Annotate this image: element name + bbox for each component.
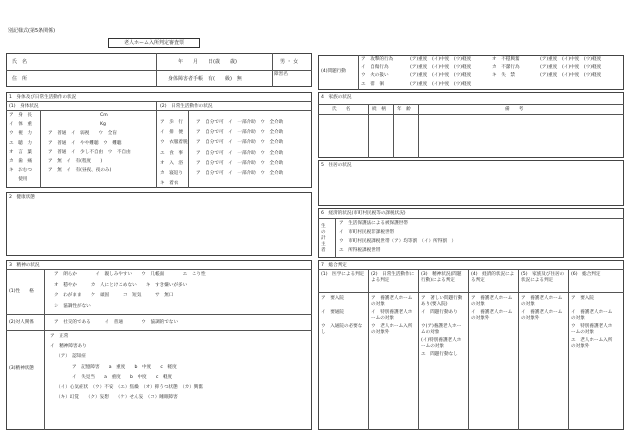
birth-label: 年 月 日(歳 歳) — [178, 59, 237, 65]
economic-row: イ 市町村民税非課税世帯 — [339, 230, 395, 235]
body-row-unit: Kg — [100, 122, 106, 128]
body-status-title: (1) 身体状況 — [9, 104, 39, 109]
adl-row-key: ウ 衣服着脱 — [160, 140, 188, 146]
judgement-option: ウ 老人ホーム入所の対象外 — [371, 324, 413, 335]
family-col-notes: 備 考 — [505, 107, 524, 112]
personality-row: ア 朗らか イ 親しみやすい ウ 几帳面 エ こり性 — [54, 272, 206, 277]
judgement-option: イ 養護老人ホームの対象 — [571, 310, 613, 321]
mental-row: （イ）心気症状 （ウ）不安 （エ）焦燥 （オ）抑うつ状態 （カ）興奮 — [56, 385, 203, 390]
adl-row-options: ア 自分で可 イ 一部介助 ウ 全介助 — [196, 130, 284, 136]
family-col-name: 氏 名 — [332, 107, 351, 112]
disability-name-label: 障害名 — [274, 72, 288, 77]
judgement-header: (1) 医学による判定 — [321, 272, 365, 277]
judgement-option: イ 特別養護老人ホームの対象 — [371, 310, 413, 321]
section-6-title: 6 経済的状況(市町村民税等の課税状況) — [321, 211, 406, 216]
mental-label: (3)精神状態 — [9, 366, 34, 371]
personality-row: ク わがまま ケ 頑固 コ 短気 サ 無口 — [54, 293, 174, 298]
body-row-key: 使用 — [9, 177, 28, 183]
family-col-relation: 続 柄 — [372, 107, 386, 112]
personality-row: シ 協調性がない — [54, 303, 91, 309]
judgement-option: (イ)特別養護老人ホームの対象 — [421, 338, 462, 349]
section-4-box — [318, 92, 624, 158]
name-label: 氏 名 — [12, 59, 28, 65]
body-row-key: イ 体 重 — [9, 122, 32, 128]
judgement-header: (4) 経済的状況による判定 — [471, 272, 515, 283]
personality-row: オ 穏やか カ 人にとけこめない キ すき嫌いが多い — [54, 282, 188, 288]
family-col-age: 年 齢 — [397, 107, 411, 112]
judgement-option: イ 要通院 — [321, 310, 344, 315]
judgement-option: ウ 特別養護老人ホームの対象 — [571, 324, 613, 335]
disability-label: 身体障害者手帳 有( 級) 無 — [168, 76, 242, 82]
judgement-option: イ 養護老人ホームの対象外 — [471, 310, 513, 321]
problem-row-a-options: (ア)重度 (イ)中度 (ウ)軽度 — [410, 81, 472, 87]
judgement-option: ア 養護老人ホームの対象 — [371, 296, 413, 307]
mental-row: イ 失見当 a 重度 b 中度 c 軽度 — [72, 374, 173, 380]
section-1-title: 1 身体及び日常生活動作の状況 — [9, 95, 77, 100]
problem-row-b: オ 不穏興奮 — [492, 57, 520, 62]
adl-row-options: ア 自分で可 イ 一部介助 ウ 全介助 — [196, 171, 284, 176]
judgement-option: ア 要入院 — [321, 296, 344, 301]
section-4-title: 4 家族の状況 — [321, 95, 352, 100]
adl-row-key: イ 排 便 — [160, 130, 183, 136]
problem-row-a-options: (ア)重度 (イ)中度 (ウ)軽度 — [410, 65, 472, 71]
section-2-title: 2 健康状態 — [9, 195, 35, 200]
body-row-options: ア 無 イ 有(程度 ) — [48, 159, 103, 164]
section-5-title: 5 住居の状況 — [321, 163, 352, 168]
problem-row-b-options: (ア)重度 (イ)中度 (ウ)軽度 — [540, 65, 602, 71]
relations-label: (2)対人関係 — [9, 320, 34, 325]
problem-row-b: キ 失 禁 — [492, 73, 515, 79]
economic-row: エ 所得税課税世帯 — [339, 248, 381, 253]
body-row-key: エ 聴 力 — [9, 140, 32, 146]
adl-title: (2) 日常生活動作の状況 — [160, 104, 213, 109]
economic-row: ウ 市町村民税課税世帯（ア）均等割 （イ）所得割 ） — [339, 239, 457, 244]
judgement-option: エ 老人ホーム入所の対象外 — [571, 338, 613, 349]
economic-side-label: 生の計主者 — [321, 224, 326, 253]
adl-row-key: キ 着衣 — [160, 181, 179, 187]
body-row-options: ア 無 イ 有(昼夜、夜のみ) — [48, 168, 112, 174]
body-row-key: ウ 視 力 — [9, 131, 32, 137]
judgement-option: ア 養護老人ホームの対象 — [521, 296, 563, 307]
problem-row-b-options: (ア)重度 (イ)中度 (ウ)軽度 — [540, 73, 602, 79]
body-row-options: ア 普通 イ やや難聴 ウ 難聴 — [48, 140, 122, 146]
problem-behavior-label: (4)問題行動 — [321, 69, 346, 74]
judgement-header: (2) 日常生活動作による判定 — [371, 272, 415, 283]
judgement-option: ウ(ア)養護老人ホームの対象 — [421, 324, 462, 335]
gender-label: 男 ・ 女 — [280, 59, 299, 65]
mental-row: イ 精神障害あり — [50, 344, 87, 350]
problem-row-b-options: (ア)重度 (イ)中度 (ウ)軽度 — [540, 57, 602, 62]
mental-row: ア 正常 — [50, 334, 69, 339]
judgement-header: (5) 家族及び住居の状況による判定 — [521, 272, 565, 283]
adl-row-options: ア 自分で可 イ 一部介助 ウ 全介助 — [196, 160, 284, 166]
form-label: 別記様式(第5条関係) — [8, 28, 56, 34]
judgement-header: (6) 総合判定 — [571, 272, 601, 277]
problem-row-a: ウ 火の扱い — [361, 73, 389, 79]
adl-row-key: オ 入 浴 — [160, 160, 183, 166]
body-row-key: キ おむつ — [9, 168, 32, 174]
mental-row: （ア） 認知症 — [56, 354, 86, 360]
relations-options: ア 社交的である イ 普通 ウ 協調的でない — [54, 320, 179, 325]
problem-row-a-options: (ア)重度 (イ)中度 (ウ)軽度 — [410, 73, 472, 79]
problem-row-a-options: (ア)重度 (イ)中度 (ウ)軽度 — [410, 57, 472, 62]
mental-row: ア 記憶障害 a 重度 b 中度 c 軽度 — [72, 364, 177, 370]
mental-row: （キ）幻覚 （ク）妄想 （ケ）せん妄 （コ）睡眠障害 — [56, 395, 178, 401]
body-row-key: カ 歯 痛 — [9, 159, 32, 164]
section-2-box — [6, 192, 312, 256]
judgement-option: エ 問題行動なし — [421, 352, 458, 357]
judgement-option: ア 要入院 — [571, 296, 594, 301]
adl-row-key: エ 食 事 — [160, 150, 183, 156]
adl-row-options: ア 自分で可 イ 一部介助 ウ 全介助 — [196, 140, 284, 146]
document-title: 老人ホーム入所判定審査票 — [108, 38, 200, 48]
problem-row-a: イ 自傷行為 — [361, 65, 389, 71]
judgement-option: イ 問題行動あり — [421, 310, 458, 315]
body-row-key: オ 言 葉 — [9, 149, 32, 155]
body-row-options: ア 普通 イ 少し不自由 ウ 不自由 — [48, 149, 131, 155]
economic-row: ア 生活保護法による被保護世帯 — [339, 221, 408, 226]
adl-row-options: ア 自分で可 イ 一部介助 ウ 全介助 — [196, 120, 284, 125]
judgement-option: ウ 入通院の必要なし — [321, 324, 363, 335]
judgement-option: イ 養護老人ホームの対象外 — [521, 310, 563, 321]
address-label: 住 所 — [12, 76, 28, 82]
body-row-key: ア 身 長 — [9, 113, 32, 118]
problem-row-b: カ 不潔行為 — [492, 65, 520, 71]
personality-label: (1)性 格 — [9, 289, 34, 294]
section-5-box — [318, 160, 624, 206]
judgement-option: ア 著しい問題行動あり(要入院) — [421, 296, 463, 307]
section-3-title: 3 精神の状況 — [9, 263, 40, 268]
body-row-options: ア 普通 イ 弱視 ウ 全盲 — [48, 131, 117, 137]
adl-row-options: ア 自分で可 イ 一部介助 ウ 全介助 — [196, 150, 284, 156]
problem-row-a: ア 攻撃的行為 — [361, 57, 394, 62]
adl-row-key: カ 寝返り — [160, 171, 183, 176]
adl-row-key: ア 歩 行 — [160, 120, 183, 125]
section-7-title: 7 総合判定 — [321, 263, 347, 268]
judgement-header: (3) 精神状況(問題行動)による判定 — [421, 272, 462, 283]
judgement-option: ア 養護老人ホームの対象 — [471, 296, 513, 307]
problem-row-a: エ 徘 徊 — [361, 81, 384, 87]
body-row-unit: Cm — [100, 113, 108, 118]
